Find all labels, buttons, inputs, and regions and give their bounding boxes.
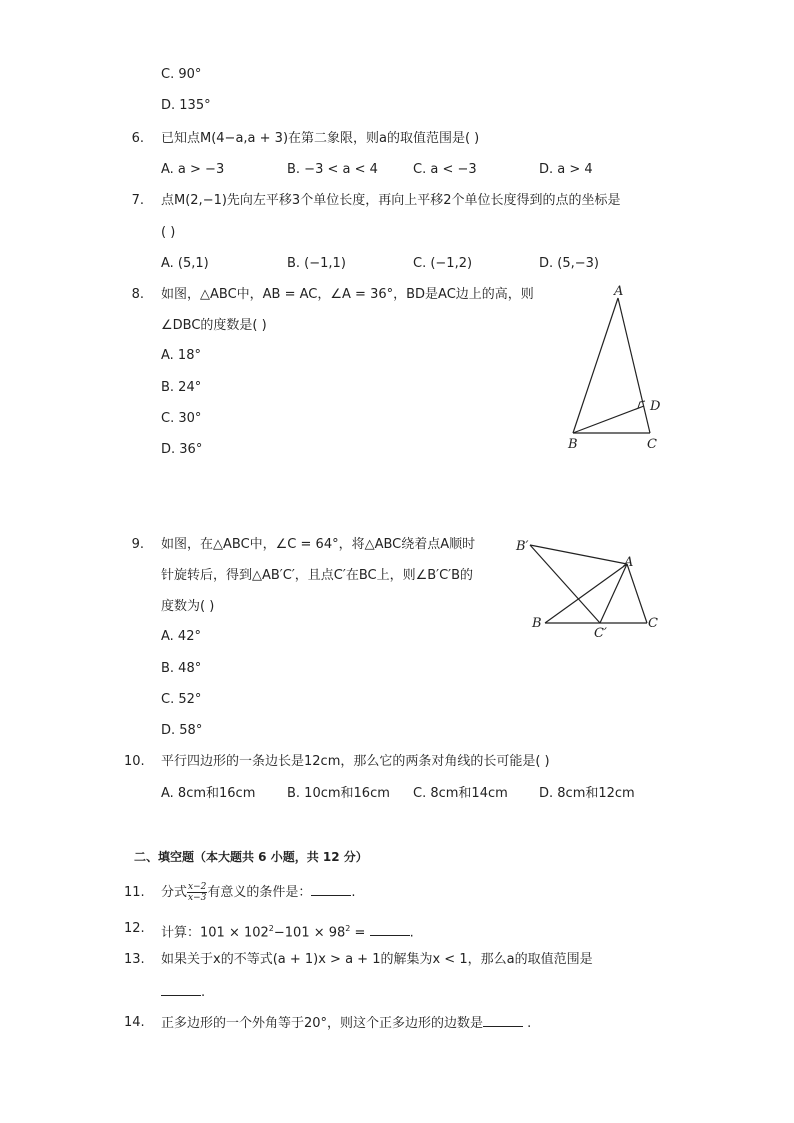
q6-option-c: C. a < −3 xyxy=(413,162,477,177)
q7-option-c: C. (−1,2) xyxy=(413,256,473,271)
q5-option-c: C. 90° xyxy=(161,67,202,82)
q9-label-c-prime: C′ xyxy=(594,626,607,641)
q12-answer-blank[interactable] xyxy=(370,923,410,936)
q9-text-cont: 针旋转后，得到△AB′C′，且点C′在BC上，则∠B′C′B的 xyxy=(161,568,474,583)
q9-label-b: B xyxy=(532,616,542,631)
q9-rotation-figure xyxy=(510,530,670,645)
q13-end: . xyxy=(201,985,206,1000)
q8-option-d: D. 36° xyxy=(161,442,203,457)
q14-number: 14. xyxy=(124,1015,145,1030)
q9-option-a: A. 42° xyxy=(161,629,201,644)
q13-number: 13. xyxy=(124,952,145,967)
q7-option-b: B. (−1,1) xyxy=(287,256,346,271)
q8-option-b: B. 24° xyxy=(161,380,202,395)
q11-fraction-numerator: x−2 xyxy=(188,882,207,892)
q9-option-d: D. 58° xyxy=(161,723,203,738)
q12-text xyxy=(161,920,414,942)
q10-option-d: D. 8cm和12cm xyxy=(539,786,635,801)
q12-prefix: 计算：101 × 102 xyxy=(161,925,269,941)
q8-label-c: C xyxy=(647,437,657,452)
q7-text: 点M(2,−1)先向左平移3个单位长度，再向上平移2个单位长度得到的点的坐标是 xyxy=(161,193,621,208)
q6-option-b: B. −3 < a < 4 xyxy=(287,162,378,177)
q10-number: 10. xyxy=(124,754,145,769)
q8-option-c: C. 30° xyxy=(161,411,202,426)
q11-radical xyxy=(187,882,207,903)
q13-text: 如果关于x的不等式(a + 1)x > a + 1的解集为x < 1，那么a的取值范围是 xyxy=(161,952,593,967)
q9-option-c: C. 52° xyxy=(161,692,202,707)
q6-text: 已知点M(4−a,a + 3)在第二象限，则a的取值范围是( ) xyxy=(161,131,480,146)
q8-label-d: D xyxy=(650,399,661,414)
q11-fraction-denominator: x−3 xyxy=(188,893,207,903)
q14-text-line xyxy=(161,1014,531,1033)
q9-label-a: A xyxy=(624,555,634,570)
q9-number: 9. xyxy=(131,537,144,552)
q14-text: 正多边形的一个外角等于20°，则这个正多边形的边数是 xyxy=(161,1016,484,1031)
q14-answer-blank[interactable] xyxy=(483,1014,523,1027)
q9-option-b: B. 48° xyxy=(161,661,202,676)
q6-number: 6. xyxy=(131,131,144,146)
q13-answer-line xyxy=(161,983,205,1002)
q14-end: . xyxy=(523,1016,532,1031)
q12-number: 12. xyxy=(124,921,145,936)
q6-option-d: D. a > 4 xyxy=(539,162,593,177)
q6-option-a: A. a > −3 xyxy=(161,162,225,177)
q11-suffix: 有意义的条件是： xyxy=(207,885,312,900)
q11-text xyxy=(161,878,356,908)
q11-end: . xyxy=(351,885,356,900)
q12-exponent-2: 2 xyxy=(345,924,351,933)
q8-text: 如图，△ABC中，AB = AC，∠A = 36°，BD是AC边上的高，则 xyxy=(161,287,534,302)
q12-mid: −101 × 98 xyxy=(273,925,346,941)
q9-text: 如图，在△ABC中，∠C = 64°，将△ABC绕着点A顺时 xyxy=(161,537,476,552)
q8-label-a: A xyxy=(614,284,624,299)
q9-text-cont2: 度数为( ) xyxy=(161,599,215,614)
q8-text-cont: ∠DBC的度数是( ) xyxy=(161,318,267,333)
q13-answer-blank[interactable] xyxy=(161,983,201,996)
q8-number: 8. xyxy=(131,287,144,302)
q9-label-c: C xyxy=(648,616,658,631)
q5-option-d: D. 135° xyxy=(161,98,211,113)
q8-label-b: B xyxy=(568,437,578,452)
q7-option-a: A. (5,1) xyxy=(161,256,209,271)
q10-option-a: A. 8cm和16cm xyxy=(161,786,256,801)
q7-number: 7. xyxy=(131,193,144,208)
q10-text: 平行四边形的一条边长是12cm，那么它的两条对角线的长可能是( ) xyxy=(161,754,550,769)
q10-option-b: B. 10cm和16cm xyxy=(287,786,390,801)
q11-answer-blank[interactable] xyxy=(311,883,351,896)
q8-option-a: A. 18° xyxy=(161,348,201,363)
q12-end: . xyxy=(409,925,414,941)
q11-fraction xyxy=(187,882,207,903)
q12-suffix: = xyxy=(350,925,370,941)
q11-prefix: 分式 xyxy=(161,885,188,900)
q12-exponent-1: 2 xyxy=(268,924,274,933)
q11-number: 11. xyxy=(124,885,145,900)
q7-text-cont: ( ) xyxy=(161,225,176,240)
q8-triangle-figure xyxy=(555,280,675,455)
q7-option-d: D. (5,−3) xyxy=(539,256,599,271)
section-heading: 二、填空题（本大题共 6 小题，共 12 分） xyxy=(134,850,368,864)
q10-option-c: C. 8cm和14cm xyxy=(413,786,508,801)
q9-label-b-prime: B′ xyxy=(516,539,529,554)
